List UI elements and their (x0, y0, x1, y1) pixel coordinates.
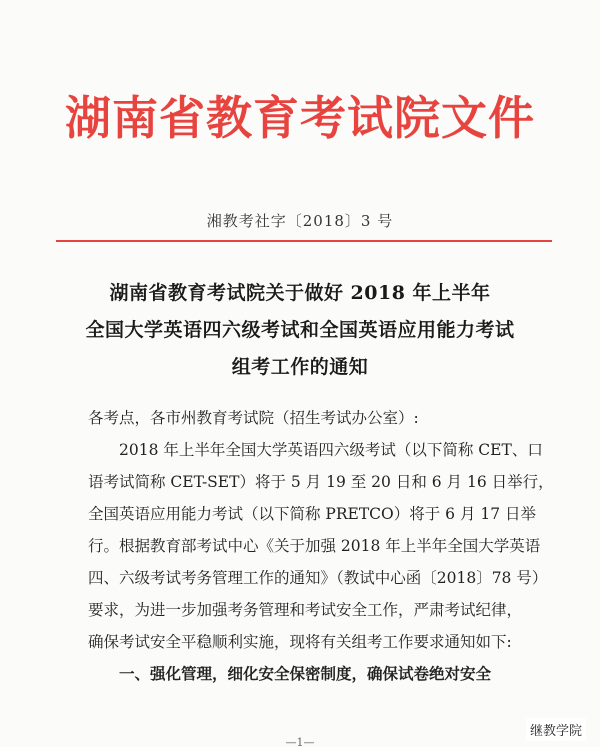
paragraph-line: 全国英语应用能力考试（以下简称 PRETCO）将于 6 月 17 日举 (88, 505, 537, 523)
page-number: —1— (285, 736, 315, 749)
paragraph-line: 确保考试安全平稳顺利实施，现将有关组考工作要求通知如下: (88, 633, 512, 651)
paragraph-line: 2018 年上半年全国大学英语四六级考试（以下简称 CET、口 (119, 441, 543, 459)
notice-title-line-2: 全国大学英语四六级考试和全国英语应用能力考试 (85, 319, 515, 341)
notice-title (0, 275, 600, 386)
red-divider-line (56, 240, 552, 242)
salutation: 各考点，各市州教育考试院（招生考试办公室）: (88, 409, 419, 427)
paragraph-line: 四、六级考试考务管理工作的通知》（教试中心函〔2018〕78 号） (88, 569, 548, 587)
watermark-label: 继教学院 (526, 718, 586, 741)
paragraph-line: 行。根据教育部考试中心《关于加强 2018 年上半年全国大学英语 (88, 537, 541, 555)
notice-title-line-1: 湖南省教育考试院关于做好 2018 年上半年 (109, 282, 491, 304)
section-heading-1: 一、强化管理，细化安全保密制度，确保试卷绝对安全 (119, 664, 492, 683)
notice-body (88, 402, 558, 690)
document-number: 湘教考社字〔2018〕3 号 (206, 212, 394, 230)
notice-title-line-3: 组考工作的通知 (231, 356, 369, 378)
document-org-title: 湖南省教育考试院文件 (65, 91, 535, 145)
paragraph-line: 要求，为进一步加强考务管理和考试安全工作，严肃考试纪律， (88, 601, 523, 619)
paragraph-line: 语考试简称 CET-SET）将于 5 月 19 至 20 日和 6 月 16 日举行， (88, 473, 554, 491)
